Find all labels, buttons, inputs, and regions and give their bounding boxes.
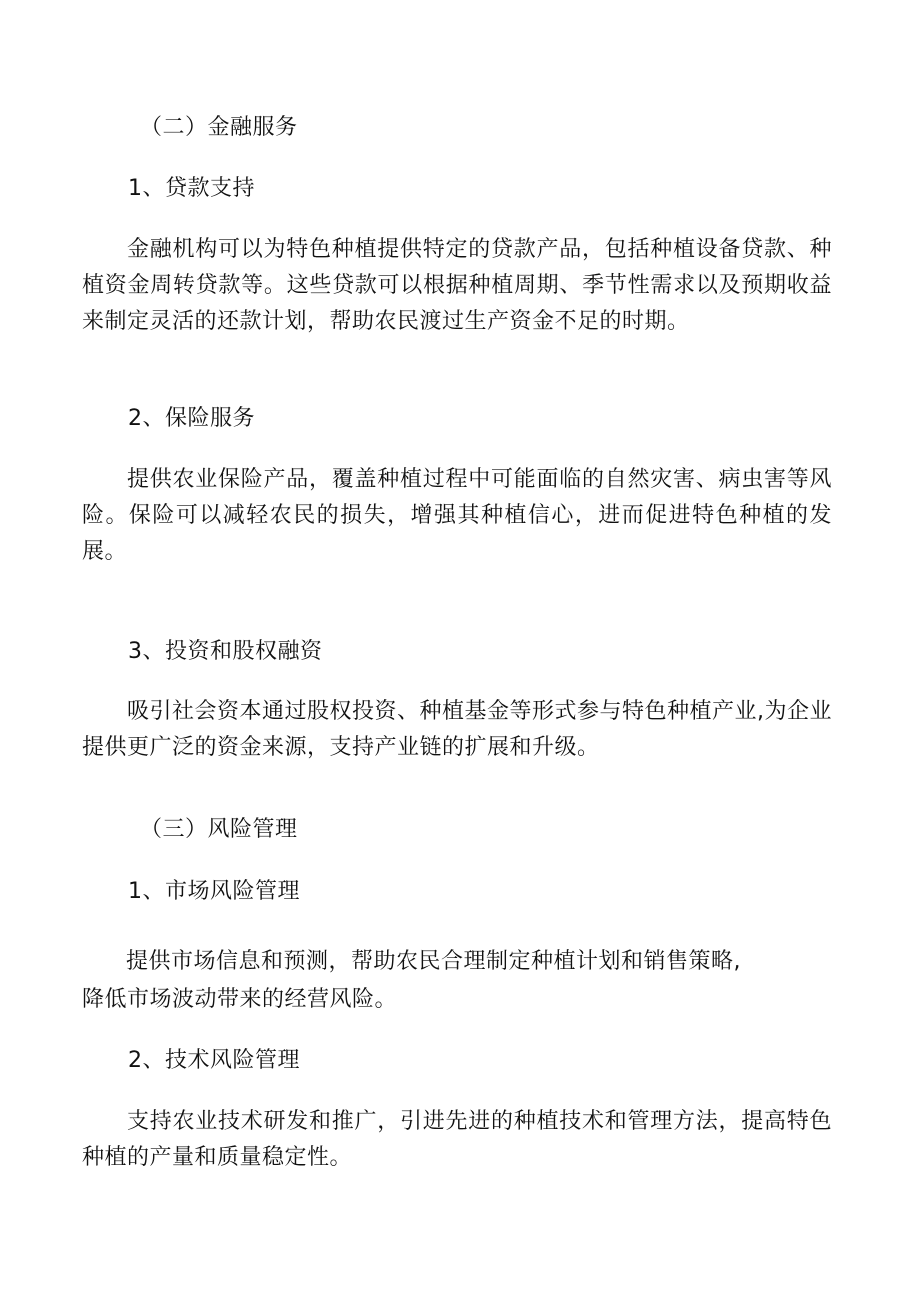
paragraph-insurance: 提供农业保险产品，覆盖种植过程中可能面临的自然灾害、病虫害等风险。保险可以减轻农民的损失，增强其种植信心，进而促进特色种植的发展。 — [82, 467, 832, 564]
subheading-tech-risk: 2、技术风险管理 — [128, 1048, 300, 1073]
subheading-market-risk: 1、市场风险管理 — [128, 879, 300, 904]
paragraph-market-risk-line1: 提供市场信息和预测，帮助农民合理制定种植计划和销售策略, — [126, 949, 741, 974]
section-heading-risk: （三）风险管理 — [140, 817, 298, 842]
subheading-loan: 1、贷款支持 — [128, 176, 255, 201]
paragraph-loan: 金融机构可以为特色种植提供特定的贷款产品，包括种植设备贷款、种植资金周转贷款等。这些贷款可以根据种植周期、季节性需求以及预期收益来制定灵活的还款计划，帮助农民渡过生产资金不足的时期。 — [82, 237, 832, 334]
subheading-investment: 3、投资和股权融资 — [128, 639, 323, 664]
paragraph-investment: 吸引社会资本通过股权投资、种植基金等形式参与特色种植产业,为企业提供更广泛的资金来源，支持产业链的扩展和升级。 — [82, 699, 832, 760]
paragraph-market-risk-line2: 降低市场波动带来的经营风险。 — [82, 987, 398, 1012]
section-heading-financial: （二）金融服务 — [140, 115, 298, 140]
subheading-insurance: 2、保险服务 — [128, 406, 255, 431]
paragraph-tech-risk: 支持农业技术研发和推广，引进先进的种植技术和管理方法，提高特色种植的产量和质量稳定性。 — [82, 1109, 832, 1170]
